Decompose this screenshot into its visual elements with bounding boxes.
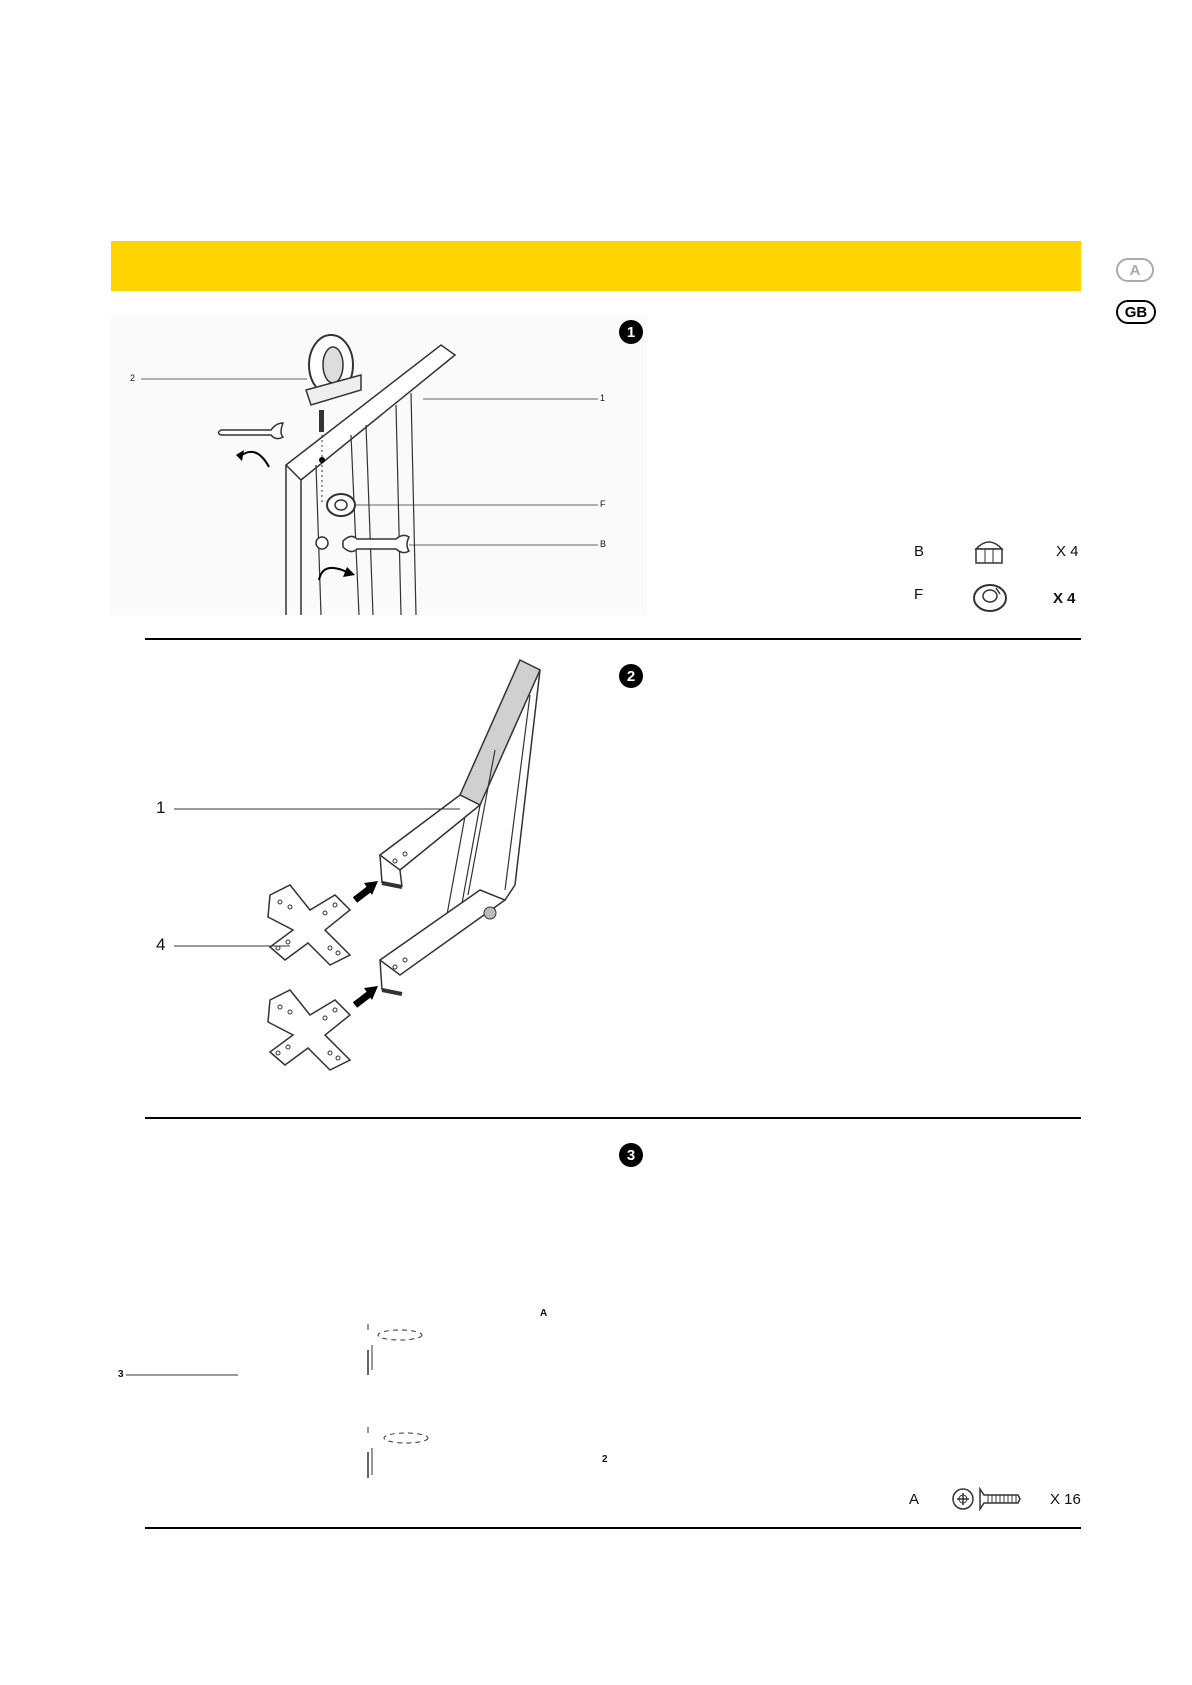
step1-callout-2: 2 <box>130 373 136 383</box>
cap-nut-icon <box>972 535 1006 567</box>
step3-number: 3 <box>619 1143 643 1167</box>
step3-callout-2: 2 <box>602 1454 608 1465</box>
step3-illustration <box>110 1300 630 1490</box>
screw-icon <box>952 1487 1022 1511</box>
header-bar <box>111 241 1081 291</box>
step2-number: 2 <box>619 664 643 688</box>
step1-number: 1 <box>619 320 643 344</box>
step1-illustration <box>111 315 647 615</box>
language-tab-a[interactable]: A <box>1116 258 1154 282</box>
step2-divider <box>145 1117 1081 1119</box>
step3-callout-a: A <box>540 1308 548 1319</box>
step2-callout-4: 4 <box>156 935 166 954</box>
spring-washer-icon <box>972 582 1008 614</box>
part-f-label: F <box>914 586 924 603</box>
step1-divider <box>145 638 1081 640</box>
step3-callout-3: 3 <box>118 1369 124 1380</box>
part-f-qty: X 4 <box>1053 590 1076 607</box>
step2-illustration <box>150 655 560 1095</box>
step1-callout-b: B <box>600 539 607 549</box>
step1-callout-1: 1 <box>600 393 606 403</box>
part-a-label: A <box>909 1491 920 1508</box>
part-b-qty: X 4 <box>1056 543 1079 560</box>
step3-divider <box>145 1527 1081 1529</box>
part-b-label: B <box>914 543 925 560</box>
part-a-qty: X 16 <box>1050 1491 1081 1508</box>
language-tab-gb[interactable]: GB <box>1116 300 1156 324</box>
step2-callout-1: 1 <box>156 798 166 817</box>
step1-callout-f: F <box>600 499 606 509</box>
